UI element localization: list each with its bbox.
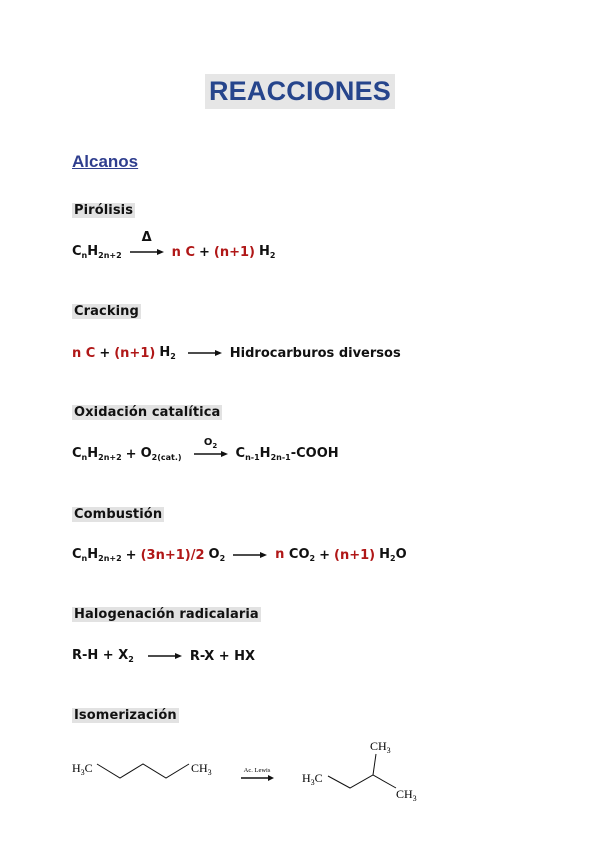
- formula-alkane: $C_nH_{2n+2}$: [72, 244, 122, 260]
- product-coefficient: (n+1): [213, 244, 255, 260]
- reaction-name-cracking: Cracking: [74, 304, 139, 319]
- product-carbon: n C: [171, 244, 195, 260]
- products: R-X + HX: [189, 648, 256, 664]
- reaction-arrow: [241, 767, 274, 781]
- reactant-oxygen: $O_2$: [208, 547, 226, 563]
- isopentane-left-methyl: $H_3C$: [302, 771, 323, 787]
- isopentane-top-methyl: $CH_3$: [370, 739, 391, 755]
- page-title-wrap: [0, 74, 600, 109]
- reaction-arrow: [194, 437, 228, 459]
- reaction-name-combustion: Combustión: [74, 507, 163, 522]
- pentane-structure: [72, 761, 212, 778]
- arrow-label: $O_2$: [203, 437, 218, 450]
- product-water: $H_2O$: [379, 547, 407, 563]
- plus-sign: +: [125, 446, 137, 462]
- reactant-coefficient: (n+1): [114, 345, 156, 361]
- plus-sign: +: [125, 547, 137, 563]
- equation-halogenacion: [72, 648, 255, 664]
- formula-alkane: $C_nH_{2n+2}$: [72, 547, 122, 563]
- reaction-name-halogenacion: Halogenación radicalaria: [74, 607, 259, 622]
- reactant-carbon: n C: [72, 345, 96, 361]
- pentane-left-methyl: $H_3C$: [72, 761, 93, 777]
- oxygen-coefficient: (3n+1)/2: [140, 547, 205, 563]
- reaction-arrow: [130, 230, 164, 257]
- equation-oxidacion: [72, 437, 339, 462]
- reaction-arrow: [148, 651, 182, 661]
- product-co2: n $CO_2$: [275, 547, 316, 563]
- reactants: $R-H + X_2$: [72, 648, 134, 664]
- reaction-arrow: [188, 348, 222, 358]
- equation-cracking: [72, 345, 401, 361]
- water-coefficient: (n+1): [334, 547, 376, 563]
- equation-pirolisis: [72, 230, 276, 260]
- plus-sign: +: [99, 345, 111, 361]
- formula-alkane: $C_nH_{2n+2}$: [72, 446, 122, 462]
- section-title: Alcanos: [72, 152, 139, 171]
- pentane-right-methyl: $CH_3$: [191, 761, 212, 777]
- reaction-name-isomerizacion: Isomerización: [74, 708, 177, 723]
- product-hydrogen: $H_2$: [258, 244, 276, 260]
- product-acid: $C_{n-1}H_{2n-1}$-COOH: [235, 446, 339, 462]
- plus-sign: +: [199, 244, 210, 260]
- arrow-label: Ac. Lewis: [243, 767, 271, 774]
- arrow-label: Δ: [141, 230, 152, 245]
- reactant-oxygen: $O_{2(cat.)}$: [140, 446, 182, 462]
- plus-sign: +: [319, 547, 331, 563]
- isopentane-right-methyl: $CH_3$: [396, 787, 417, 803]
- isopentane-structure: [302, 739, 417, 803]
- reaction-name-oxidacion: Oxidación catalítica: [74, 405, 221, 420]
- reaction-name-pirolisis: Pirólisis: [74, 203, 134, 218]
- reaction-arrow: [233, 550, 267, 560]
- equation-combustion: [72, 547, 407, 563]
- product-hydrocarbons: Hidrocarburos diversos: [229, 345, 401, 361]
- reactant-hydrogen: $H_2$: [159, 345, 176, 361]
- isomerization-diagram: [0, 730, 600, 850]
- page-title: REACCIONES: [205, 74, 395, 109]
